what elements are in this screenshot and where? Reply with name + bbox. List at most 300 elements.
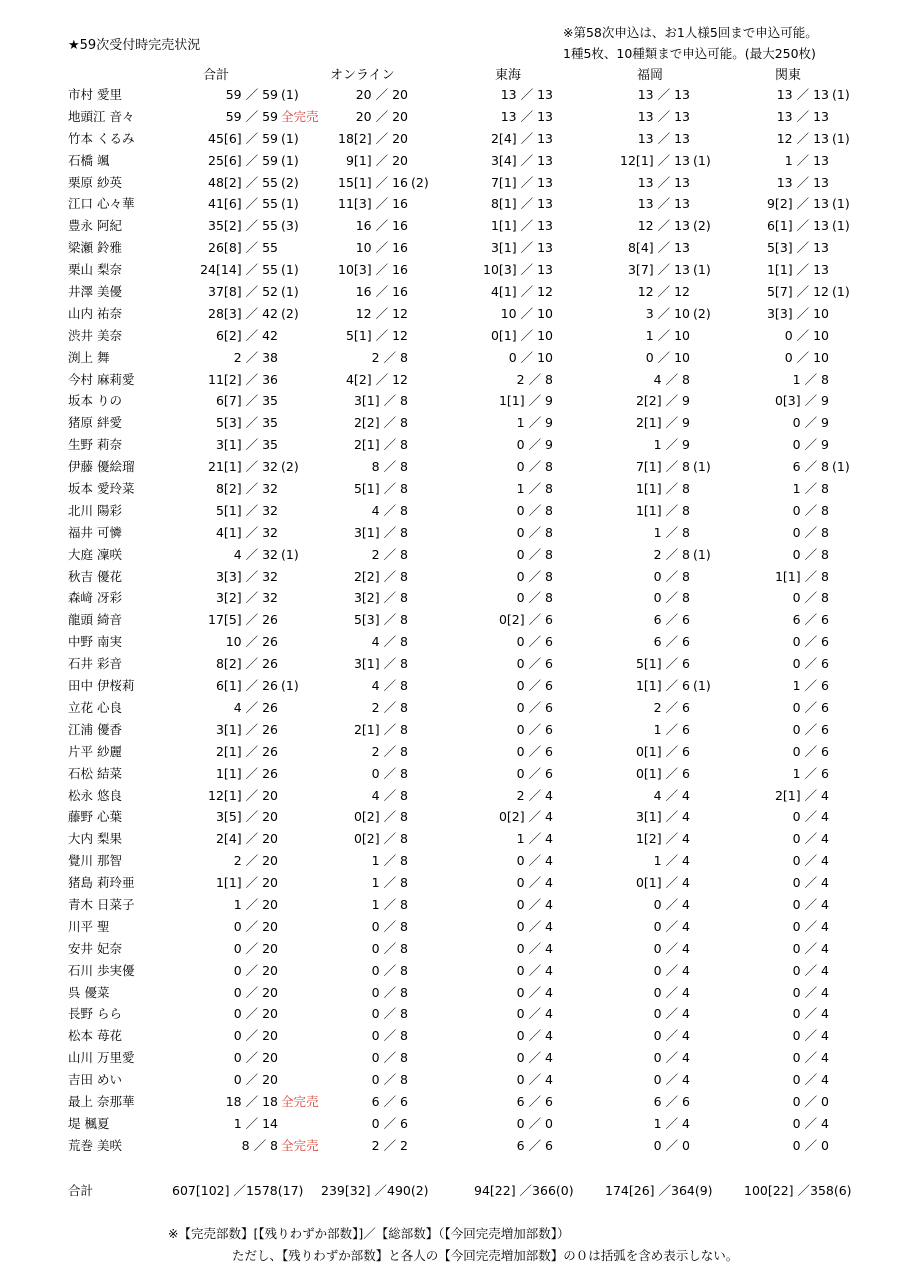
cell-total: 6[1] ／ 26 xyxy=(215,678,278,694)
cell-online: 2 ／ 8 xyxy=(371,699,408,715)
cell-online: 0 ／ 8 xyxy=(371,1028,408,1044)
cell-total: 48[2] ／ 55 xyxy=(208,174,278,190)
cell-fukuoka: 1[2] ／ 4 xyxy=(635,831,690,847)
header-kanto: 関東 xyxy=(775,68,802,83)
cell-online: 4 ／ 8 xyxy=(371,787,408,803)
cell-fukuoka: 0[1] ／ 6 xyxy=(635,743,690,759)
cell-kanto: 1 ／ 13 xyxy=(784,152,829,168)
cell-total: 28[3] ／ 42 xyxy=(208,305,278,321)
cell-fukuoka: 12[1] ／ 13 xyxy=(620,152,690,168)
cell-fukuoka: 3 ／ 10 xyxy=(645,305,690,321)
cell-tokai: 1[1] ／ 9 xyxy=(498,393,553,409)
cell-kanto: 0 ／ 4 xyxy=(792,853,829,869)
cell-online: 4[2] ／ 12 xyxy=(345,371,408,387)
cell-total-extra: (2) xyxy=(281,174,299,190)
cell-online: 4 ／ 8 xyxy=(371,678,408,694)
cell-online: 0[2] ／ 8 xyxy=(353,831,408,847)
cell-total: 4 ／ 26 xyxy=(233,699,278,715)
cell-tokai: 6 ／ 6 xyxy=(516,1093,553,1109)
cell-tokai: 0[2] ／ 6 xyxy=(498,612,553,628)
cell-total: 4 ／ 32 xyxy=(233,546,278,562)
cell-kanto: 3[3] ／ 10 xyxy=(766,305,829,321)
cell-kanto: 12 ／ 13 xyxy=(776,130,829,146)
header-total: 合計 xyxy=(203,68,230,83)
cell-total: 1[1] ／ 20 xyxy=(215,875,278,891)
cell-tokai: 0 ／ 10 xyxy=(508,349,553,365)
cell-kanto: 13 ／ 13 xyxy=(776,87,829,102)
member-name: 石松 結菜 xyxy=(68,765,122,781)
cell-tokai: 0 ／ 6 xyxy=(516,699,553,715)
cell-fukuoka: 1[1] ／ 8 xyxy=(635,502,690,518)
member-name: 井澤 美優 xyxy=(68,284,122,300)
cell-online: 9[1] ／ 20 xyxy=(345,152,408,168)
cell-total-extra: (1) xyxy=(281,678,299,694)
cell-fukuoka-extra: (2) xyxy=(693,218,711,234)
cell-tokai: 4[1] ／ 12 xyxy=(490,284,553,300)
cell-online: 2[2] ／ 8 xyxy=(353,568,408,584)
cell-online: 3[1] ／ 8 xyxy=(353,393,408,409)
cell-tokai: 2 ／ 8 xyxy=(516,371,553,387)
cell-kanto: 0 ／ 4 xyxy=(792,875,829,891)
table-row xyxy=(0,1091,905,1113)
cell-total-extra: (1) xyxy=(281,284,299,300)
cell-kanto: 0 ／ 6 xyxy=(792,634,829,650)
cell-kanto: 0 ／ 6 xyxy=(792,699,829,715)
cell-kanto: 13 ／ 13 xyxy=(776,174,829,190)
cell-total: 1 ／ 14 xyxy=(233,1115,278,1131)
cell-kanto: 0 ／ 8 xyxy=(792,590,829,606)
cell-online: 10 ／ 16 xyxy=(355,240,408,256)
cell-total: 0 ／ 20 xyxy=(233,962,278,978)
cell-tokai: 0 ／ 8 xyxy=(516,524,553,540)
table-row xyxy=(0,259,905,281)
cell-fukuoka-extra: (1) xyxy=(693,546,711,562)
note-line-1: ※第58次申込は、お1人様5回まで申込可能。 xyxy=(563,25,818,40)
cell-fukuoka: 0 ／ 4 xyxy=(653,1050,690,1066)
member-name: 立花 心良 xyxy=(68,699,122,715)
cell-tokai: 8[1] ／ 13 xyxy=(490,196,553,212)
cell-total: 17[5] ／ 26 xyxy=(208,612,278,628)
cell-total: 6[2] ／ 42 xyxy=(215,327,278,343)
cell-kanto: 0 ／ 4 xyxy=(792,1115,829,1131)
cell-kanto: 5[3] ／ 13 xyxy=(766,240,829,256)
member-name: 堤 楓夏 xyxy=(68,1115,110,1131)
cell-tokai: 0[2] ／ 4 xyxy=(498,809,553,825)
table-row xyxy=(0,347,905,369)
cell-total: 10 ／ 26 xyxy=(225,634,278,650)
cell-online: 3[1] ／ 8 xyxy=(353,524,408,540)
cell-total-extra: (2) xyxy=(281,459,299,475)
cell-total: 4[1] ／ 32 xyxy=(215,524,278,540)
cell-kanto: 0 ／ 6 xyxy=(792,721,829,737)
table-row xyxy=(0,719,905,741)
cell-fukuoka-extra: (1) xyxy=(693,459,711,475)
cell-online: 2[1] ／ 8 xyxy=(353,437,408,453)
cell-total: 35[2] ／ 55 xyxy=(208,218,278,234)
cell-tokai: 6 ／ 6 xyxy=(516,1137,553,1153)
cell-kanto: 0 ／ 4 xyxy=(792,962,829,978)
cell-fukuoka: 3[7] ／ 13 xyxy=(627,262,690,278)
cell-online: 4 ／ 8 xyxy=(371,634,408,650)
cell-tokai: 0 ／ 4 xyxy=(516,940,553,956)
cell-kanto: 0 ／ 6 xyxy=(792,743,829,759)
member-name: 北川 陽彩 xyxy=(68,502,122,518)
cell-tokai: 0 ／ 4 xyxy=(516,918,553,934)
table-row xyxy=(0,1047,905,1069)
member-name: 龍頭 綺音 xyxy=(68,612,122,628)
table-row xyxy=(0,587,905,609)
cell-tokai: 0 ／ 4 xyxy=(516,962,553,978)
cell-fukuoka: 1 ／ 8 xyxy=(653,524,690,540)
cell-total: 5[3] ／ 35 xyxy=(215,415,278,431)
cell-online: 0[2] ／ 8 xyxy=(353,809,408,825)
cell-total: 26[8] ／ 55 xyxy=(208,240,278,256)
table-row xyxy=(0,544,905,566)
table-row xyxy=(0,412,905,434)
cell-kanto: 1 ／ 8 xyxy=(792,371,829,387)
member-name: 今村 麻莉愛 xyxy=(68,371,135,387)
member-name: 山内 祐奈 xyxy=(68,305,122,321)
table-row xyxy=(0,850,905,872)
cell-fukuoka: 8[4] ／ 13 xyxy=(627,240,690,256)
cell-tokai: 13 ／ 13 xyxy=(500,108,553,124)
cell-fukuoka: 13 ／ 13 xyxy=(637,108,690,124)
table-row xyxy=(0,806,905,828)
cell-total-extra: (1) xyxy=(281,87,299,102)
cell-tokai: 0 ／ 6 xyxy=(516,634,553,650)
cell-kanto: 0 ／ 9 xyxy=(792,415,829,431)
table-row xyxy=(0,828,905,850)
cell-tokai: 0 ／ 6 xyxy=(516,721,553,737)
table-row xyxy=(0,434,905,456)
cell-kanto: 9[2] ／ 13 xyxy=(766,196,829,212)
cell-kanto: 0 ／ 9 xyxy=(792,437,829,453)
cell-total: 1 ／ 20 xyxy=(233,896,278,912)
cell-kanto-extra: (1) xyxy=(832,87,850,102)
member-name: 石橋 颯 xyxy=(68,152,110,168)
totals-label: 合計 xyxy=(68,1183,94,1198)
cell-total: 41[6] ／ 55 xyxy=(208,196,278,212)
cell-online: 0 ／ 8 xyxy=(371,1050,408,1066)
totals-fukuoka: 174[26] ／364(9) xyxy=(605,1183,713,1198)
cell-kanto-extra: (1) xyxy=(832,196,850,212)
cell-tokai: 0 ／ 8 xyxy=(516,459,553,475)
header-tokai: 東海 xyxy=(495,68,522,83)
totals-total: 607[102] ／1578(17) xyxy=(172,1183,304,1198)
table-row xyxy=(0,237,905,259)
member-name: 長野 らら xyxy=(68,1006,122,1022)
header-online: オンライン xyxy=(330,68,395,83)
cell-fukuoka: 1 ／ 10 xyxy=(645,327,690,343)
cell-fukuoka: 13 ／ 13 xyxy=(637,174,690,190)
member-name: 石川 歩実優 xyxy=(68,962,135,978)
member-name: 猪島 莉玲亜 xyxy=(68,875,135,891)
cell-online: 2 ／ 8 xyxy=(371,349,408,365)
cell-tokai: 0 ／ 8 xyxy=(516,546,553,562)
cell-kanto: 0 ／ 8 xyxy=(792,524,829,540)
cell-fukuoka: 0 ／ 4 xyxy=(653,1028,690,1044)
cell-total: 37[8] ／ 52 xyxy=(208,284,278,300)
cell-tokai: 0 ／ 4 xyxy=(516,1072,553,1088)
cell-online: 1 ／ 8 xyxy=(371,853,408,869)
cell-total: 59 ／ 59 xyxy=(225,108,278,124)
member-name: 呉 優菜 xyxy=(68,984,110,1000)
cell-total: 5[1] ／ 32 xyxy=(215,502,278,518)
table-row xyxy=(0,1025,905,1047)
cell-fukuoka: 0[1] ／ 6 xyxy=(635,765,690,781)
cell-total: 2[4] ／ 20 xyxy=(215,831,278,847)
table-row xyxy=(0,84,905,106)
cell-kanto: 0 ／ 4 xyxy=(792,809,829,825)
cell-total-extra: (1) xyxy=(281,196,299,212)
cell-online: 0 ／ 8 xyxy=(371,918,408,934)
cell-tokai: 0 ／ 8 xyxy=(516,502,553,518)
cell-kanto: 2[1] ／ 4 xyxy=(774,787,829,803)
cell-fukuoka: 1 ／ 9 xyxy=(653,437,690,453)
cell-fukuoka: 0 ／ 4 xyxy=(653,940,690,956)
cell-fukuoka: 13 ／ 13 xyxy=(637,196,690,212)
cell-online-extra: (2) xyxy=(411,174,429,190)
cell-online: 18[2] ／ 20 xyxy=(338,130,408,146)
cell-online: 2[1] ／ 8 xyxy=(353,721,408,737)
cell-total: 8[2] ／ 32 xyxy=(215,481,278,497)
table-row xyxy=(0,193,905,215)
cell-tokai: 0 ／ 6 xyxy=(516,678,553,694)
cell-tokai: 10 ／ 10 xyxy=(500,305,553,321)
cell-kanto: 1 ／ 8 xyxy=(792,481,829,497)
table-row xyxy=(0,215,905,237)
cell-online: 0 ／ 8 xyxy=(371,765,408,781)
cell-kanto: 0 ／ 0 xyxy=(792,1137,829,1153)
cell-online: 0 ／ 8 xyxy=(371,1072,408,1088)
cell-total-extra: 全完売 xyxy=(281,108,319,124)
cell-kanto: 1 ／ 6 xyxy=(792,678,829,694)
cell-tokai: 0 ／ 4 xyxy=(516,896,553,912)
member-name: 最上 奈那華 xyxy=(68,1093,135,1109)
member-name: 坂本 愛玲菜 xyxy=(68,481,135,497)
cell-fukuoka: 13 ／ 13 xyxy=(637,130,690,146)
cell-online: 3[2] ／ 8 xyxy=(353,590,408,606)
cell-fukuoka: 7[1] ／ 8 xyxy=(635,459,690,475)
cell-fukuoka: 3[1] ／ 4 xyxy=(635,809,690,825)
member-name: 森﨑 冴彩 xyxy=(68,590,122,606)
totals-online: 239[32] ／490(2) xyxy=(321,1183,429,1198)
cell-kanto: 0 ／ 10 xyxy=(784,327,829,343)
cell-fukuoka-extra: (1) xyxy=(693,262,711,278)
cell-fukuoka-extra: (2) xyxy=(693,305,711,321)
cell-online: 1 ／ 8 xyxy=(371,896,408,912)
cell-tokai: 13 ／ 13 xyxy=(500,87,553,102)
cell-total: 2 ／ 38 xyxy=(233,349,278,365)
totals-tokai: 94[22] ／366(0) xyxy=(474,1183,574,1198)
cell-tokai: 0 ／ 8 xyxy=(516,568,553,584)
cell-tokai: 0[1] ／ 10 xyxy=(490,327,553,343)
cell-kanto: 0 ／ 4 xyxy=(792,984,829,1000)
cell-total: 0 ／ 20 xyxy=(233,918,278,934)
cell-online: 10[3] ／ 16 xyxy=(338,262,408,278)
cell-fukuoka: 0 ／ 4 xyxy=(653,962,690,978)
cell-total: 3[5] ／ 20 xyxy=(215,809,278,825)
table-row xyxy=(0,1113,905,1135)
cell-kanto: 1[1] ／ 8 xyxy=(774,568,829,584)
cell-tokai: 2[4] ／ 13 xyxy=(490,130,553,146)
cell-kanto: 0 ／ 4 xyxy=(792,1072,829,1088)
cell-total: 24[14] ／ 55 xyxy=(200,262,278,278)
cell-fukuoka: 0 ／ 4 xyxy=(653,1006,690,1022)
cell-total: 0 ／ 20 xyxy=(233,1050,278,1066)
cell-total: 45[6] ／ 59 xyxy=(208,130,278,146)
table-row xyxy=(0,1003,905,1025)
note-line-2: 1種5枚、10種類まで申込可能。(最大250枚) xyxy=(563,46,816,61)
table-row xyxy=(0,522,905,544)
table-row xyxy=(0,675,905,697)
cell-fukuoka: 12 ／ 12 xyxy=(637,284,690,300)
cell-total-extra: (1) xyxy=(281,152,299,168)
cell-online: 0 ／ 8 xyxy=(371,1006,408,1022)
cell-online: 8 ／ 8 xyxy=(371,459,408,475)
cell-total: 6[7] ／ 35 xyxy=(215,393,278,409)
cell-kanto-extra: (1) xyxy=(832,130,850,146)
member-name: 中野 南実 xyxy=(68,634,122,650)
cell-online: 2 ／ 2 xyxy=(371,1137,408,1153)
member-name: 江口 心々華 xyxy=(68,196,135,212)
member-name: 栗原 紗英 xyxy=(68,174,122,190)
table-row xyxy=(0,150,905,172)
totals-kanto: 100[22] ／358(6) xyxy=(744,1183,852,1198)
cell-fukuoka: 5[1] ／ 6 xyxy=(635,656,690,672)
cell-kanto: 5[7] ／ 12 xyxy=(766,284,829,300)
cell-total-extra: (2) xyxy=(281,305,299,321)
cell-kanto-extra: (1) xyxy=(832,218,850,234)
cell-kanto: 6[1] ／ 13 xyxy=(766,218,829,234)
cell-kanto: 0 ／ 4 xyxy=(792,940,829,956)
cell-fukuoka: 0 ／ 4 xyxy=(653,896,690,912)
cell-online: 5[3] ／ 8 xyxy=(353,612,408,628)
member-name: 青木 日菜子 xyxy=(68,896,135,912)
member-name: 安井 妃奈 xyxy=(68,940,122,956)
cell-online: 6 ／ 6 xyxy=(371,1093,408,1109)
cell-total: 0 ／ 20 xyxy=(233,940,278,956)
cell-total: 2 ／ 20 xyxy=(233,853,278,869)
cell-fukuoka: 6 ／ 6 xyxy=(653,612,690,628)
cell-kanto: 6 ／ 6 xyxy=(792,612,829,628)
member-name: 松永 悠良 xyxy=(68,787,122,803)
cell-kanto: 13 ／ 13 xyxy=(776,108,829,124)
cell-fukuoka: 0 ／ 0 xyxy=(653,1137,690,1153)
cell-total: 12[1] ／ 20 xyxy=(208,787,278,803)
member-name: 片平 紗麗 xyxy=(68,743,122,759)
cell-tokai: 0 ／ 4 xyxy=(516,1028,553,1044)
table-row xyxy=(0,609,905,631)
cell-tokai: 1[1] ／ 13 xyxy=(490,218,553,234)
member-name: 渋井 美奈 xyxy=(68,327,122,343)
cell-kanto: 0 ／ 8 xyxy=(792,546,829,562)
table-row xyxy=(0,566,905,588)
cell-total: 59 ／ 59 xyxy=(225,87,278,102)
cell-total-extra: 全完売 xyxy=(281,1137,319,1153)
member-name: 福井 可憐 xyxy=(68,524,122,540)
cell-total-extra: (1) xyxy=(281,546,299,562)
cell-kanto: 0 ／ 8 xyxy=(792,502,829,518)
cell-online: 2 ／ 8 xyxy=(371,546,408,562)
cell-online: 2[2] ／ 8 xyxy=(353,415,408,431)
cell-online: 5[1] ／ 8 xyxy=(353,481,408,497)
cell-fukuoka: 1 ／ 4 xyxy=(653,853,690,869)
table-row xyxy=(0,982,905,1004)
sales-table xyxy=(0,84,905,1157)
member-name: 松本 苺花 xyxy=(68,1028,122,1044)
cell-fukuoka: 13 ／ 13 xyxy=(637,87,690,102)
table-row xyxy=(0,281,905,303)
member-name: 渕上 舞 xyxy=(68,349,110,365)
member-name: 大庭 凜咲 xyxy=(68,546,122,562)
table-row xyxy=(0,894,905,916)
cell-tokai: 0 ／ 4 xyxy=(516,1050,553,1066)
table-row xyxy=(0,785,905,807)
cell-tokai: 0 ／ 8 xyxy=(516,590,553,606)
cell-kanto: 6 ／ 8 xyxy=(792,459,829,475)
cell-fukuoka: 0 ／ 4 xyxy=(653,918,690,934)
cell-tokai: 1 ／ 4 xyxy=(516,831,553,847)
cell-tokai: 2 ／ 4 xyxy=(516,787,553,803)
cell-fukuoka: 0[1] ／ 4 xyxy=(635,875,690,891)
cell-total: 3[2] ／ 32 xyxy=(215,590,278,606)
cell-tokai: 0 ／ 6 xyxy=(516,765,553,781)
cell-kanto: 0 ／ 10 xyxy=(784,349,829,365)
cell-kanto: 0 ／ 4 xyxy=(792,896,829,912)
cell-fukuoka: 1 ／ 6 xyxy=(653,721,690,737)
cell-kanto: 0 ／ 4 xyxy=(792,1028,829,1044)
cell-fukuoka: 0 ／ 8 xyxy=(653,590,690,606)
member-name: 川平 聖 xyxy=(68,918,110,934)
cell-fukuoka: 0 ／ 8 xyxy=(653,568,690,584)
cell-online: 20 ／ 20 xyxy=(355,87,408,102)
cell-total: 0 ／ 20 xyxy=(233,984,278,1000)
cell-total: 2[1] ／ 26 xyxy=(215,743,278,759)
cell-kanto-extra: (1) xyxy=(832,284,850,300)
member-name: 猪原 絆愛 xyxy=(68,415,122,431)
cell-online: 3[1] ／ 8 xyxy=(353,656,408,672)
cell-fukuoka: 12 ／ 13 xyxy=(637,218,690,234)
table-row xyxy=(0,697,905,719)
cell-fukuoka: 2[2] ／ 9 xyxy=(635,393,690,409)
cell-online: 16 ／ 16 xyxy=(355,284,408,300)
cell-fukuoka: 2 ／ 8 xyxy=(653,546,690,562)
cell-online: 0 ／ 8 xyxy=(371,940,408,956)
cell-fukuoka: 4 ／ 4 xyxy=(653,787,690,803)
member-name: 豊永 阿紀 xyxy=(68,218,122,234)
table-row xyxy=(0,478,905,500)
cell-online: 11[3] ／ 16 xyxy=(338,196,408,212)
member-name: 荒巻 美咲 xyxy=(68,1137,122,1153)
cell-total: 25[6] ／ 59 xyxy=(208,152,278,168)
cell-total: 18 ／ 18 xyxy=(225,1093,278,1109)
cell-total: 3[1] ／ 35 xyxy=(215,437,278,453)
header-fukuoka: 福岡 xyxy=(637,68,664,83)
cell-fukuoka-extra: (1) xyxy=(693,152,711,168)
footnote-2: ただし、【残りわずか部数】と各人の【今回完売増加部数】の０は括弧を含め表示しない。 xyxy=(232,1248,739,1263)
cell-total: 21[1] ／ 32 xyxy=(208,459,278,475)
cell-fukuoka: 0 ／ 10 xyxy=(645,349,690,365)
member-name: 生野 莉奈 xyxy=(68,437,122,453)
cell-kanto: 1[1] ／ 13 xyxy=(766,262,829,278)
table-row xyxy=(0,938,905,960)
member-name: 秋吉 優花 xyxy=(68,568,122,584)
member-name: 地頭江 音々 xyxy=(68,108,135,124)
cell-total-extra: (1) xyxy=(281,130,299,146)
cell-tokai: 7[1] ／ 13 xyxy=(490,174,553,190)
cell-total: 8 ／ 8 xyxy=(241,1137,278,1153)
